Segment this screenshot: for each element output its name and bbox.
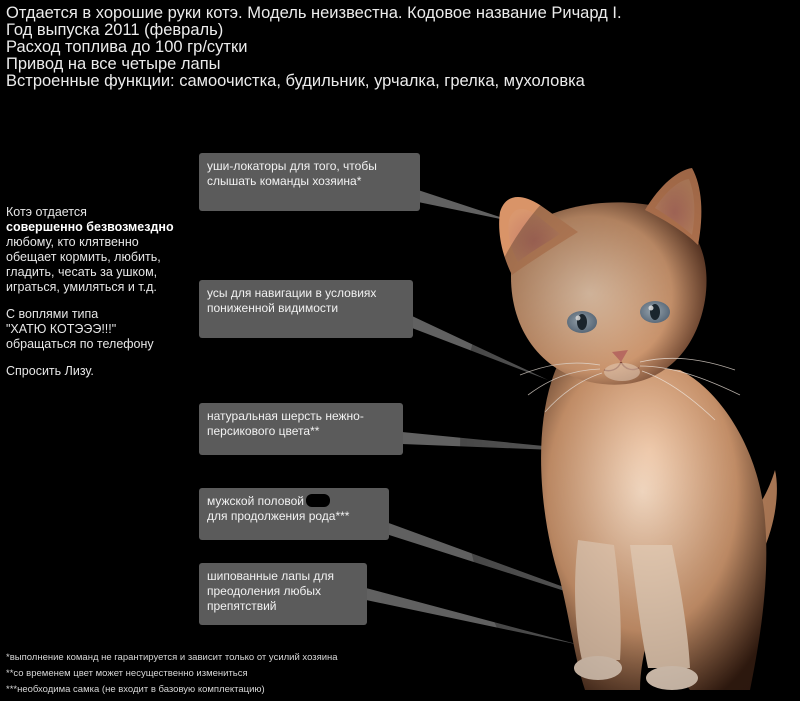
footnote-2: **со временем цвет может несущественно измениться <box>6 668 248 679</box>
give-line: любому, кто клятвенно <box>6 235 139 249</box>
header-line-year: Год выпуска 2011 (февраль) <box>6 21 224 39</box>
callout-text: персикового цвета** <box>207 424 320 438</box>
callout-text: для продолжения рода*** <box>207 509 350 523</box>
ad-header <box>6 5 726 90</box>
callout-text: преодоления любых <box>207 584 322 598</box>
footnotes <box>6 650 338 698</box>
give-away-block <box>6 205 206 295</box>
side-description <box>6 205 206 391</box>
header-line-fuel: Расход топлива до 100 гр/сутки <box>6 38 248 56</box>
callout-text: слышать команды хозяина* <box>207 174 362 188</box>
censor-bar <box>306 494 330 507</box>
header-line-title: Отдается в хорошие руки котэ. Модель неизвестна. Кодовое название Ричард I. <box>6 4 622 22</box>
header-line-drive: Привод на все четыре лапы <box>6 55 221 73</box>
give-intro: Котэ отдается <box>6 205 87 219</box>
callout-paws <box>199 563 367 625</box>
call-line: обращаться по телефону <box>6 337 154 351</box>
give-bold: совершенно безвозмездно <box>6 220 174 234</box>
callout-ears <box>199 153 420 211</box>
callout-text: уши-локаторы для того, чтобы <box>207 159 377 173</box>
callout-text-with-censor <box>207 494 381 509</box>
header-line-features: Встроенные функции: самоочистка, будильник, урчалка, грелка, мухоловка <box>6 72 585 90</box>
callout-text: усы для навигации в условиях <box>207 286 377 300</box>
footnote-1: *выполнение команд не гарантируется и зависит только от усилий хозяина <box>6 652 338 663</box>
callout-text: пониженной видимости <box>207 301 339 315</box>
call-line: "ХАТЮ КОТЭЭЭ!!!" <box>6 322 117 336</box>
footnote-3: ***необходима самка (не входит в базовую комплектацию) <box>6 684 265 695</box>
ask-liza: Спросить Лизу. <box>6 364 94 378</box>
callout-text: натуральная шерсть нежно- <box>207 409 364 423</box>
give-line: играться, умиляться и т.д. <box>6 280 157 294</box>
callout-text: шипованные лапы для <box>207 569 334 583</box>
call-line: С воплями типа <box>6 307 99 321</box>
callout-text: препятствий <box>207 599 277 613</box>
give-line: обещает кормить, любить, <box>6 250 161 264</box>
callout-male <box>199 488 389 540</box>
callout-whiskers <box>199 280 413 338</box>
callout-text: мужской половой <box>207 494 304 508</box>
call-block <box>6 307 206 352</box>
give-line: гладить, чесать за ушком, <box>6 265 158 279</box>
callout-fur <box>199 403 403 455</box>
